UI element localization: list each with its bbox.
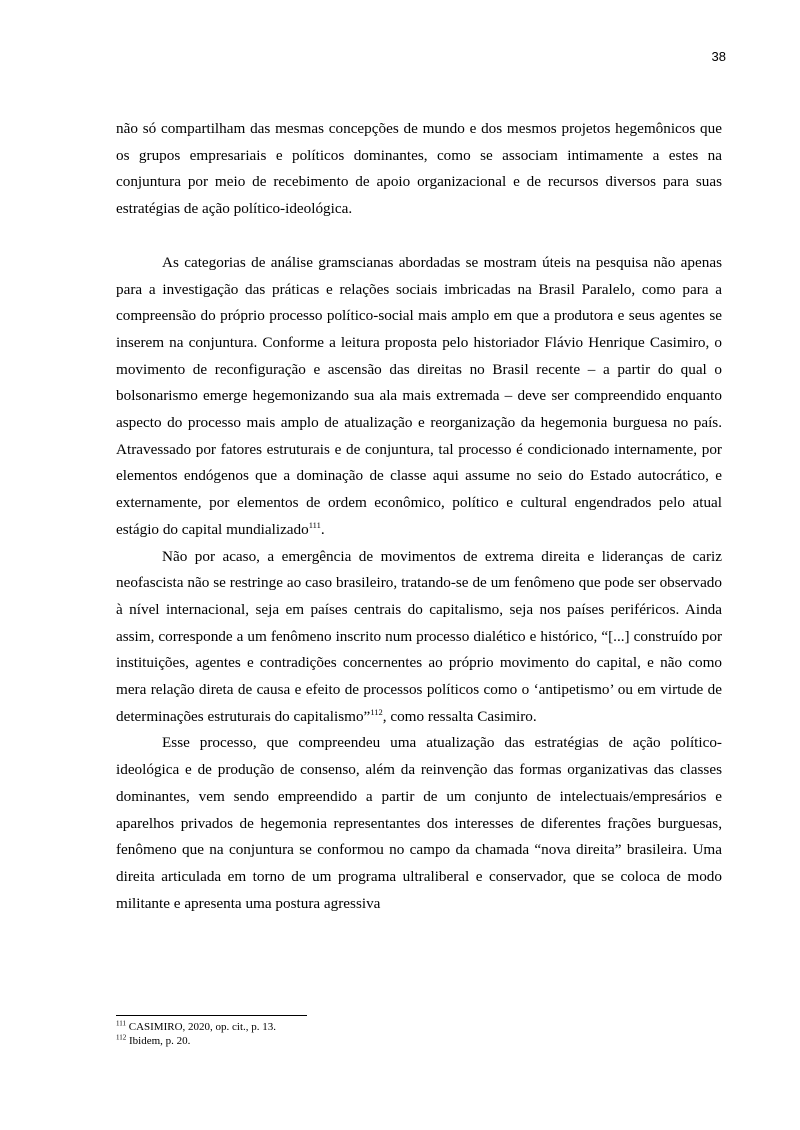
footnote-112 [116, 1034, 722, 1048]
footnotes [116, 1015, 722, 1048]
footnote-number: 111 [116, 1019, 126, 1028]
footnote-111 [116, 1020, 722, 1034]
paragraph-1 [116, 116, 722, 223]
footnote-divider [116, 1015, 307, 1016]
footnote-ref-111: 111 [308, 519, 321, 530]
footnote-text: CASIMIRO, 2020, op. cit., p. 13. [128, 1021, 277, 1033]
body-text [116, 116, 722, 917]
paragraph-2-tail: . [320, 520, 325, 538]
footnote-ref-112: 112 [370, 706, 383, 717]
paragraph-2-text: As categorias de análise gramscianas abordadas se mostram úteis na pesquisa não apenas para a investigação das práticas e relações sociais imbricadas na Brasil Paralelo, como para a compreensão do próprio processo político-social mais amplo em que a produtora e seus agentes se inserem na conjuntura. Conforme a leitura proposta pelo historiador Flávio Henrique Casimiro, o movimento de reconfiguração e ascensão das direitas no Brasil recente – a partir do qual o bolsonarismo emerge hegemonizando sua ala mais extremada – deve ser compreendido enquanto aspecto do processo mais amplo de atualização e reorganização da hegemonia burguesa no país. Atravessado por fatores estruturais e de conjuntura, tal processo é condicionado internamente, por elementos endógenos que a dominação de classe aqui assume no seio do Estado autocrático, e externamente, por elementos de ordem econômico, político e cultural engendrados pelo atual estágio do capital mundializado [116, 253, 722, 538]
paragraph-3-text: Não por acaso, a emergência de movimentos de extrema direita e lideranças de cariz neofascista não se restringe ao caso brasileiro, tratando-se de um fenômeno que pode ser observado à nível internacional, seja em países centrais do capitalismo, seja nos países periféricos. Ainda assim, corresponde a um fenômeno inscrito num processo dialético e histórico, “[...] construído por instituições, agentes e contradições concernentes ao próprio movimento do capital, e não como mera relação direta de causa e efeito de processos políticos como o ‘antipetismo’ ou em virtude de determinações estruturais do capitalismo” [116, 547, 722, 725]
footnote-text: Ibidem, p. 20. [129, 1035, 191, 1047]
page-number: 38 [711, 49, 726, 64]
paragraph-gap [116, 223, 722, 250]
paragraph-4-text: Esse processo, que compreendeu uma atualização das estratégias de ação político-ideológica e de produção de consenso, além da reinvenção das formas organizativas das classes dominantes, vem sendo empreendido a partir de um conjunto de intelectuais/empresários e aparelhos privados de hegemonia representantes dos interesses de diferentes frações burguesas, fenômeno que na conjuntura se conformou no campo da chamada “nova direita” brasileira. Uma direita articulada em torno de um programa ultraliberal e conservador, que se coloca de modo militante e apresenta uma postura agressiva [116, 734, 722, 912]
paragraph-3-tail: , como ressalta Casimiro. [382, 707, 537, 725]
paragraph-3 [116, 544, 722, 731]
footnote-number: 112 [116, 1033, 127, 1042]
paragraph-2 [116, 250, 722, 544]
paragraph-4 [116, 730, 722, 917]
paragraph-1-text: não só compartilham das mesmas concepções de mundo e dos mesmos projetos hegemônicos que os grupos empresariais e políticos dominantes, como se associam intimamente a estes na conjuntura por meio de recebimento de apoio organizacional e de recursos diversos para suas estratégias de ação político-ideológica. [116, 120, 722, 218]
